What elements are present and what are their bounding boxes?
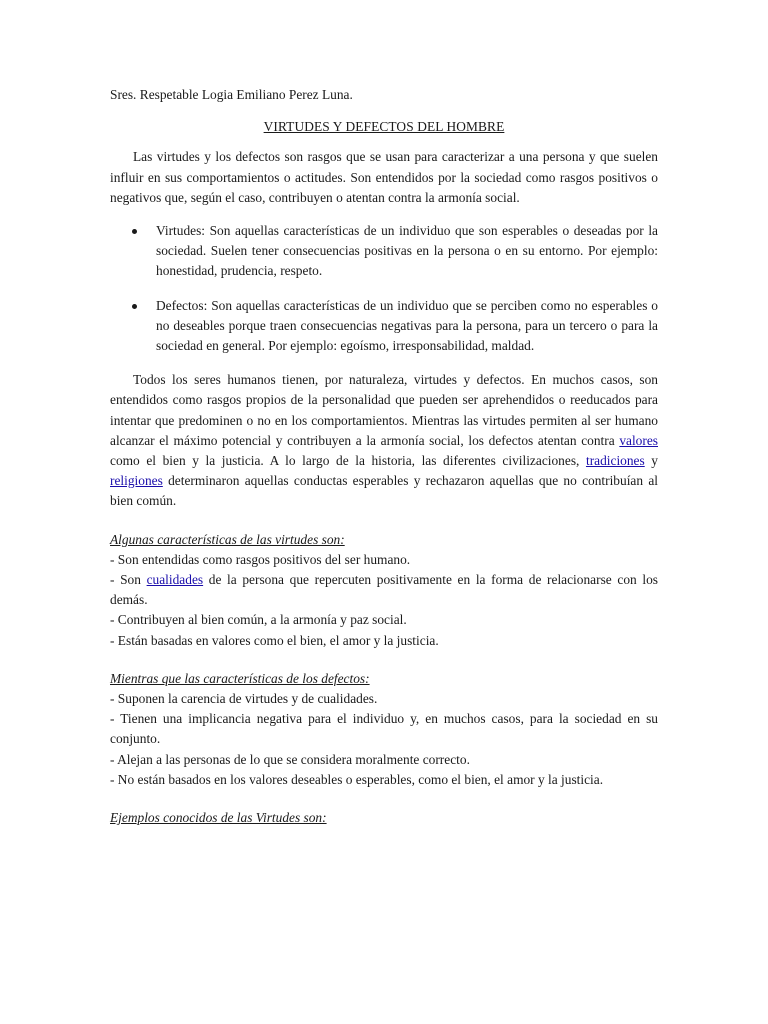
section-line: - Son entendidas como rasgos positivos del ser humano. bbox=[110, 551, 411, 567]
link-religiones[interactable]: religiones bbox=[110, 473, 163, 489]
section-line bbox=[110, 570, 658, 610]
salutation: Sres. Respetable Logia Emiliano Perez Luna. bbox=[110, 87, 353, 102]
section-line: - Tienen una implicancia negativa para el individuo y, en muchos casos, para la sociedad en su conjunto. bbox=[110, 711, 658, 747]
list-item-text: Virtudes: Son aquellas características de un individuo que son esperables o deseadas por la sociedad. Suelen tener consecuencias positivas en la persona o en su entorno. Por ejemplo: honestidad, prudencia, respeto. bbox=[156, 223, 658, 279]
list-item-defectos bbox=[110, 296, 658, 357]
section-heading: Ejemplos conocidos de las Virtudes son: bbox=[110, 810, 327, 826]
definitions-list bbox=[110, 221, 658, 356]
section-line: - Alejan a las personas de lo que se considera moralmente correcto. bbox=[110, 751, 470, 767]
link-valores[interactable]: valores bbox=[619, 432, 658, 448]
paragraph-text: como el bien y la justicia. A lo largo de la historia, las diferentes civilizaciones, bbox=[110, 453, 586, 469]
section-line: - No están basados en los valores deseables o esperables, como el bien, el amor y la justicia. bbox=[110, 771, 604, 787]
bullet-icon bbox=[132, 304, 137, 309]
list-item-text: Defectos: Son aquellas características de un individuo que se perciben como no esperables o no deseables porque traen consecuencias negativas para la persona, para un tercero o para la sociedad en general. Por ejemplo: egoísmo, irresponsabilidad, maldad. bbox=[156, 297, 658, 354]
section-line: - Suponen la carencia de virtudes y de cualidades. bbox=[110, 691, 378, 707]
paragraph-text: determinaron aquellas conductas esperables y rechazaron aquellas que no contribuían al bien común. bbox=[110, 473, 658, 509]
section-line: - Contribuyen al bien común, a la armonía y paz social. bbox=[110, 612, 407, 628]
section-line: - Están basadas en valores como el bien, el amor y la justicia. bbox=[110, 632, 439, 648]
paragraph-text: Todos los seres humanos tienen, por naturaleza, virtudes y defectos. En muchos casos, son entendidos como rasgos propios de la personalidad que pueden ser aprehendidos o reeducados para intentar que predominen o no en los comportamientos. Mientras las virtudes permiten al ser humano alcanzar el máximo potencial y contribuyen a la armonía social, los defectos atentan contra bbox=[110, 372, 658, 448]
defects-section bbox=[110, 669, 658, 790]
body-paragraph-2 bbox=[110, 370, 658, 511]
line-text: - Son bbox=[110, 572, 147, 588]
link-cualidades[interactable]: cualidades bbox=[146, 572, 204, 588]
section-heading: Algunas características de las virtudes son: bbox=[110, 531, 345, 547]
examples-section bbox=[110, 808, 658, 828]
list-item-virtudes bbox=[110, 221, 658, 282]
section-heading: Mientras que las características de los defectos: bbox=[110, 670, 370, 686]
virtues-section bbox=[110, 530, 658, 651]
line-text: de la persona que repercuten positivamente en la forma de relacionarse con los demás. bbox=[110, 572, 658, 608]
document-title: VIRTUDES Y DEFECTOS DEL HOMBRE bbox=[263, 119, 505, 135]
paragraph-text: y bbox=[644, 453, 658, 469]
document-page bbox=[110, 84, 658, 828]
bullet-icon bbox=[132, 229, 137, 234]
intro-paragraph: Las virtudes y los defectos son rasgos que se usan para caracterizar a una persona y que suelen influir en sus comportamientos o actitudes. Son entendidos por la sociedad como rasgos positivos o negativos que, según el caso, contribuyen o atentan contra la armonía social. bbox=[110, 149, 658, 205]
link-tradiciones[interactable]: tradiciones bbox=[585, 453, 645, 469]
